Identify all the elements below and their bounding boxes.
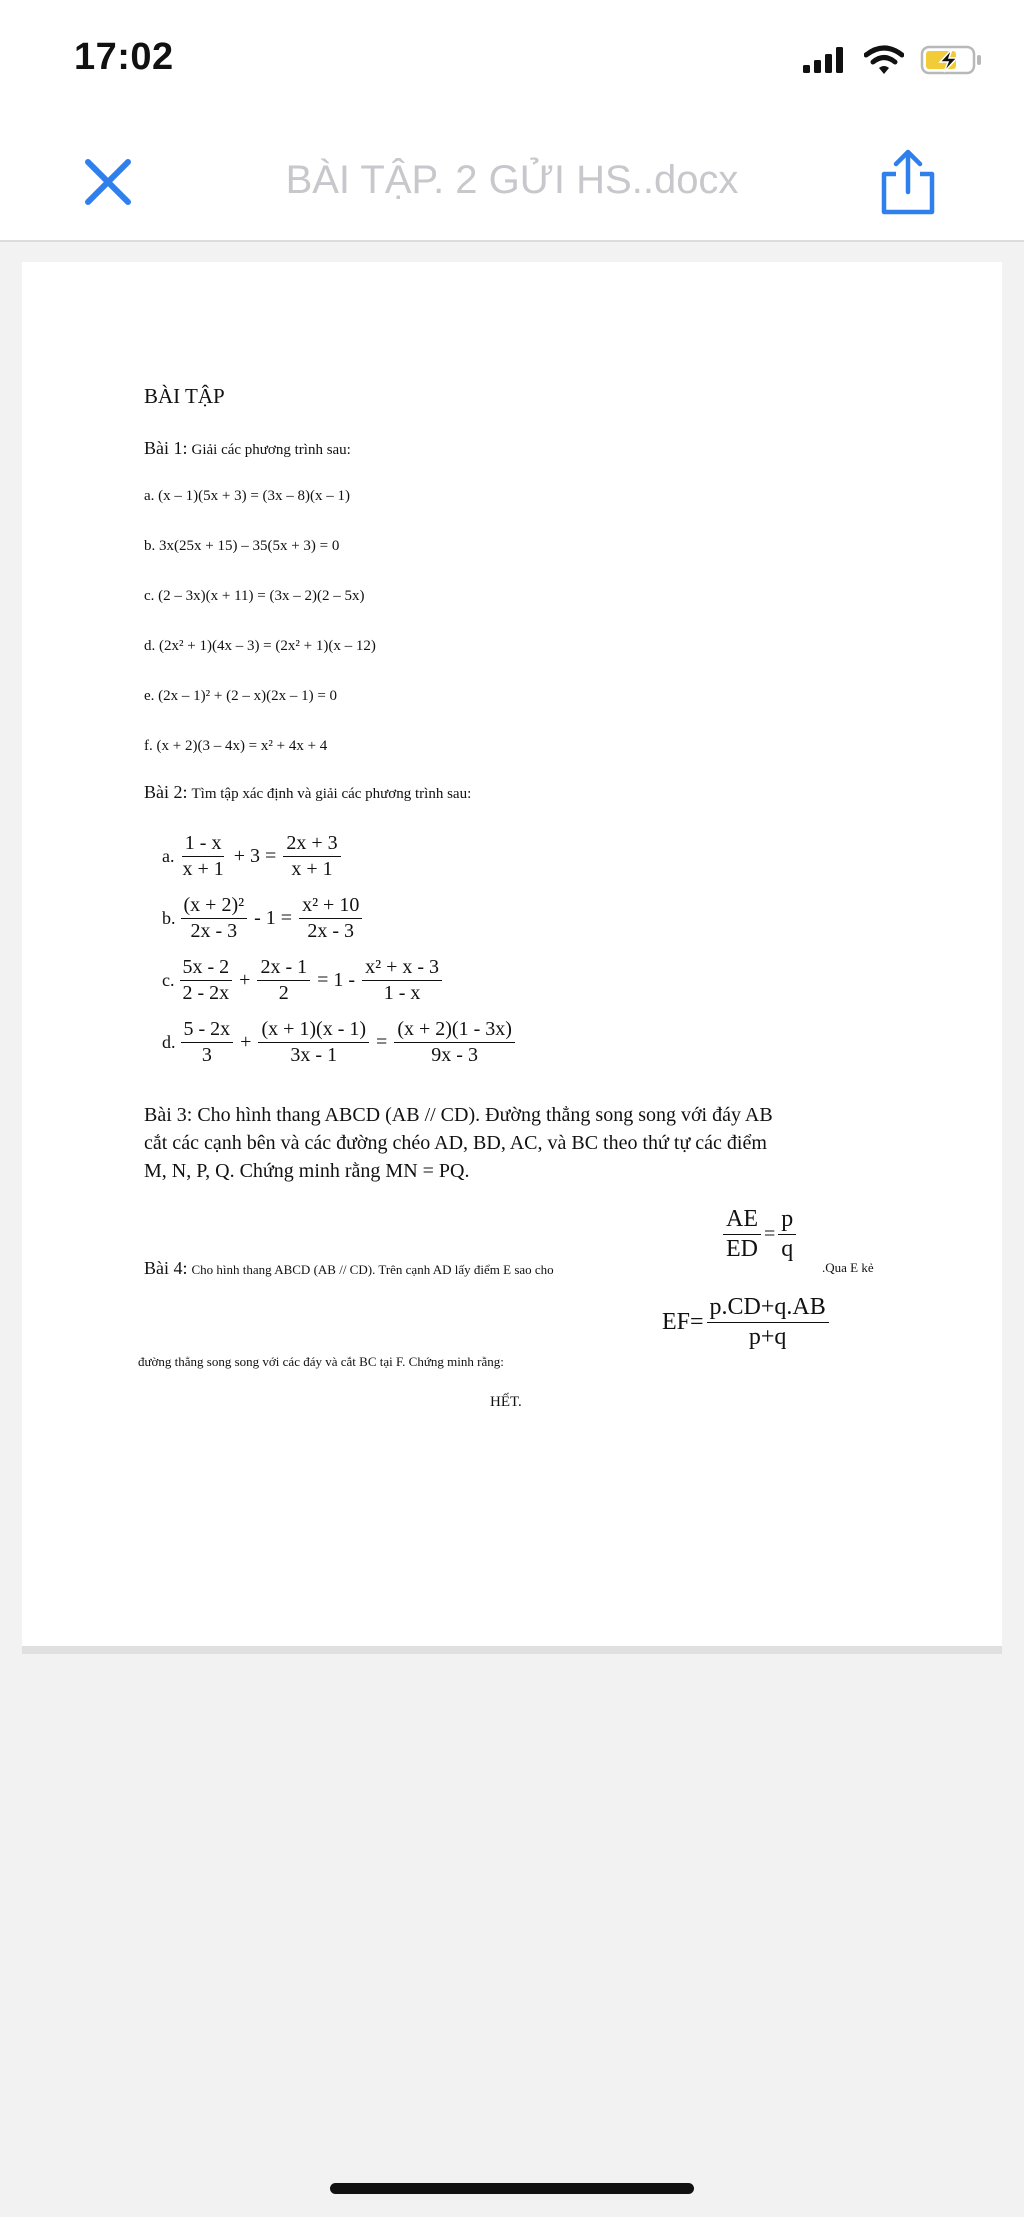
bai3-line-2: cắt các cạnh bên và các đường chéo AD, BD, AC, và BC theo thứ tự các điểm <box>144 1132 767 1154</box>
battery-charging-icon <box>920 44 984 76</box>
fraction <box>394 1018 515 1067</box>
denominator: q <box>781 1236 794 1262</box>
operator: = <box>376 1031 388 1053</box>
fraction <box>778 1206 796 1263</box>
bai3-line-3: M, N, P, Q. Chứng minh rằng MN = PQ. <box>144 1160 470 1182</box>
equation-tag: a. <box>162 846 175 866</box>
numerator: (x + 2)(1 - 3x) <box>394 1018 515 1043</box>
numerator: x² + 10 <box>299 894 362 919</box>
clock: 17:02 <box>74 36 174 78</box>
denominator: 3x - 1 <box>290 1044 338 1066</box>
status-bar <box>0 0 1024 120</box>
bai3-line-1: Bài 3: Cho hình thang ABCD (AB // CD). Đường thẳng song song với đáy AB <box>144 1104 773 1126</box>
equation-tag: c. <box>162 970 175 990</box>
numerator: (x + 2)² <box>181 894 248 919</box>
denominator: 2 <box>278 982 289 1004</box>
denominator: 2x - 3 <box>190 920 238 942</box>
equation-tag: d. <box>162 1032 176 1052</box>
share-icon <box>876 148 940 218</box>
fraction <box>181 894 248 943</box>
nav-bar <box>0 120 1024 242</box>
equals-sign: = <box>764 1223 776 1245</box>
operator: + 3 = <box>233 845 277 867</box>
operator: + <box>240 1031 252 1053</box>
document-page[interactable] <box>22 262 1002 1646</box>
denominator: ED <box>726 1236 758 1262</box>
bai1-label: Bài 1: <box>144 438 188 458</box>
numerator: 2x - 1 <box>257 956 310 981</box>
bai2-equation-b <box>162 894 365 943</box>
fraction <box>723 1206 761 1263</box>
numerator: 5 - 2x <box>181 1018 234 1043</box>
bai1-item-f: f. (x + 2)(3 – 4x) = x² + 4x + 4 <box>144 738 328 754</box>
fraction <box>258 1018 369 1067</box>
fraction <box>299 894 362 943</box>
ef-label: EF= <box>662 1309 704 1335</box>
wifi-icon <box>864 45 904 75</box>
bai2-label: Bài 2: <box>144 782 188 802</box>
denominator: 1 - x <box>383 982 421 1004</box>
fraction <box>257 956 310 1005</box>
document-heading: BÀI TẬP <box>144 384 225 408</box>
denominator: x + 1 <box>291 858 333 880</box>
bai4-ef-formula <box>662 1294 832 1351</box>
document-title: BÀI TẬP. 2 GỬI HS..docx <box>285 158 739 202</box>
fraction <box>707 1294 829 1351</box>
denominator: p+q <box>748 1324 787 1350</box>
bai4-line-1 <box>144 1258 554 1279</box>
numerator: 2x + 3 <box>283 832 340 857</box>
home-indicator[interactable] <box>330 2183 694 2194</box>
bai4-ratio <box>720 1206 799 1263</box>
numerator: x² + x - 3 <box>362 956 442 981</box>
fraction <box>283 832 340 881</box>
close-icon <box>80 154 136 210</box>
bai2-equation-d <box>162 1018 518 1067</box>
operator: = 1 - <box>317 969 356 991</box>
bai1-item-c: c. (2 – 3x)(x + 11) = (3x – 2)(2 – 5x) <box>144 588 365 604</box>
bai2-equation-c <box>162 956 445 1005</box>
numerator: (x + 1)(x - 1) <box>258 1018 369 1043</box>
fraction <box>362 956 442 1005</box>
close-button[interactable] <box>80 154 136 210</box>
fraction <box>180 956 233 1005</box>
numerator: p.CD+q.AB <box>707 1294 829 1323</box>
bai2-equation-a <box>162 832 344 881</box>
numerator: 1 - x <box>182 832 225 857</box>
bai2-header <box>144 782 471 803</box>
equation-tag: b. <box>162 908 176 928</box>
denominator: 2 - 2x <box>182 982 230 1004</box>
denominator: 9x - 3 <box>431 1044 478 1066</box>
fraction <box>181 1018 234 1067</box>
bai1-prompt: Giải các phương trình sau: <box>191 442 351 458</box>
bai2-prompt: Tìm tập xác định và giải các phương trình sau: <box>191 786 472 802</box>
numerator: p <box>778 1206 796 1235</box>
bai1-header <box>144 438 351 459</box>
numerator: AE <box>723 1206 761 1235</box>
fraction <box>180 832 227 881</box>
system-indicators <box>802 44 984 76</box>
share-button[interactable] <box>876 148 940 218</box>
operator: - 1 = <box>254 907 293 929</box>
bai4-text-2: .Qua E kẻ <box>822 1260 874 1275</box>
bai1-item-e: e. (2x – 1)² + (2 – x)(2x – 1) = 0 <box>144 688 338 704</box>
denominator: x + 1 <box>182 858 224 880</box>
bai1-item-b: b. 3x(25x + 15) – 35(5x + 3) = 0 <box>144 538 340 554</box>
bai4-label: Bài 4: <box>144 1258 188 1278</box>
bai4-text-3: đường thẳng song song với các đáy và cắt BC tại F. Chứng minh rằng: <box>138 1354 504 1369</box>
denominator: 3 <box>201 1044 212 1066</box>
numerator: 5x - 2 <box>180 956 233 981</box>
page-divider <box>22 1646 1002 1654</box>
denominator: 2x - 3 <box>307 920 355 942</box>
end-marker: HẾT. <box>490 1394 522 1410</box>
operator: + <box>239 969 251 991</box>
bai4-text-1: Cho hình thang ABCD (AB // CD). Trên cạnh AD lấy điểm E sao cho <box>191 1262 554 1277</box>
bai1-item-d: d. (2x² + 1)(4x – 3) = (2x² + 1)(x – 12) <box>144 638 376 654</box>
bai1-item-a: a. (x – 1)(5x + 3) = (3x – 8)(x – 1) <box>144 488 351 504</box>
signal-icon <box>802 46 848 74</box>
